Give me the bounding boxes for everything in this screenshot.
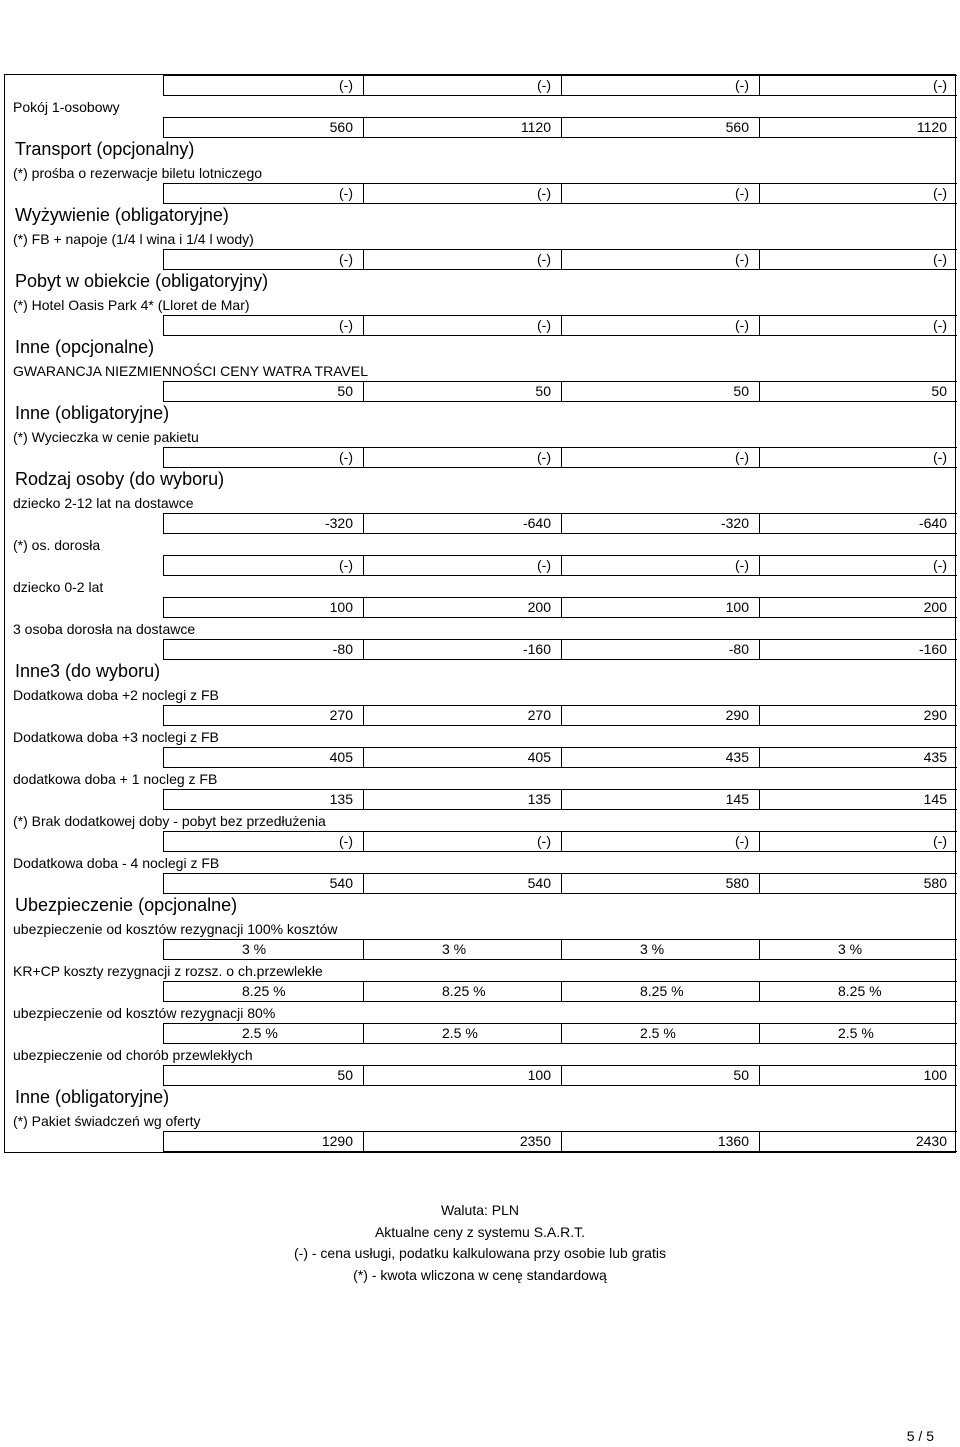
price-value: 50 (337, 383, 353, 399)
price-cell (561, 831, 759, 852)
price-value: 290 (923, 707, 947, 723)
section-title: Pobyt w obiekcie (obligatoryjny) (15, 271, 269, 291)
price-value: 50 (337, 1067, 353, 1083)
price-value: -640 (522, 515, 551, 531)
item-label-row (5, 162, 955, 183)
price-value: 3 % (640, 941, 665, 957)
item-label-row (5, 228, 955, 249)
price-value: 8.25 % (838, 983, 882, 999)
section-title: Inne (obligatoryjne) (15, 403, 170, 423)
price-row (5, 639, 955, 660)
price-value: 540 (527, 875, 551, 891)
price-row (5, 939, 955, 960)
item-label-row (5, 426, 955, 447)
item-label: Dodatkowa doba +3 noclegi z FB (13, 729, 219, 745)
price-cell (759, 183, 957, 204)
price-value: 2430 (915, 1133, 947, 1149)
price-value: -80 (728, 641, 749, 657)
price-cell (561, 381, 759, 402)
price-cell (163, 747, 363, 768)
price-cell (163, 555, 363, 576)
price-cell (561, 249, 759, 270)
item-label: (*) FB + napoje (1/4 l wina i 1/4 l wody) (13, 231, 254, 247)
price-value: 3 % (242, 941, 267, 957)
item-label-row (5, 534, 955, 555)
price-value: (-) (339, 449, 353, 465)
section-heading (5, 660, 955, 684)
price-table (4, 74, 956, 1153)
item-label-row (5, 492, 955, 513)
price-value: (-) (339, 251, 353, 267)
price-value: 560 (329, 119, 353, 135)
price-value: 1360 (717, 1133, 749, 1149)
item-label: Dodatkowa doba +2 noclegi z FB (13, 687, 219, 703)
price-value: (-) (933, 77, 947, 93)
price-value: (-) (537, 557, 551, 573)
price-value: 2.5 % (640, 1025, 676, 1041)
price-cell (561, 513, 759, 534)
price-cell (163, 315, 363, 336)
price-value: 405 (329, 749, 353, 765)
price-value: (-) (339, 185, 353, 201)
item-label: 3 osoba dorosła na dostawce (13, 621, 196, 637)
price-cell (759, 639, 957, 660)
price-cell (759, 789, 957, 810)
price-value: -160 (522, 641, 551, 657)
price-value: 560 (725, 119, 749, 135)
price-row (5, 117, 955, 138)
price-cell (561, 597, 759, 618)
section-title: Inne (opcjonalne) (15, 337, 155, 357)
price-cell (163, 597, 363, 618)
item-label: dziecko 2-12 lat na dostawce (13, 495, 194, 511)
item-label: (*) Wycieczka w cenie pakietu (13, 429, 199, 445)
price-cell (163, 639, 363, 660)
price-cell (363, 117, 561, 138)
price-cell (561, 183, 759, 204)
price-cell (561, 981, 759, 1002)
price-value: 2.5 % (242, 1025, 278, 1041)
item-label-row (5, 726, 955, 747)
price-cell (561, 639, 759, 660)
price-cell (163, 939, 363, 960)
price-value: 270 (329, 707, 353, 723)
price-row (5, 747, 955, 768)
section-title: Inne (obligatoryjne) (15, 1087, 170, 1107)
price-value: (-) (933, 317, 947, 333)
price-cell (363, 1023, 561, 1044)
price-cell (561, 1023, 759, 1044)
section-title: Transport (opcjonalny) (15, 139, 195, 159)
price-row (5, 315, 955, 336)
price-value: 50 (535, 383, 551, 399)
item-label-row (5, 1110, 955, 1131)
price-cell (759, 381, 957, 402)
price-cell (561, 117, 759, 138)
item-label: dziecko 0-2 lat (13, 579, 104, 595)
item-label-row (5, 294, 955, 315)
price-value: 100 (725, 599, 749, 615)
price-value: 135 (527, 791, 551, 807)
price-cell (561, 555, 759, 576)
price-value: (-) (735, 833, 749, 849)
price-value: (-) (933, 833, 947, 849)
item-label: ubezpieczenie od kosztów rezygnacji 80% (13, 1005, 276, 1021)
price-cell (759, 597, 957, 618)
item-label: (*) Brak dodatkowej doby - pobyt bez przedłużenia (13, 813, 326, 829)
price-value: (-) (537, 185, 551, 201)
item-label-row (5, 960, 955, 981)
price-cell (363, 315, 561, 336)
price-row (5, 183, 955, 204)
item-label: ubezpieczenie od chorób przewlekłych (13, 1047, 253, 1063)
price-cell (363, 555, 561, 576)
price-value: (-) (537, 833, 551, 849)
price-cell (561, 1065, 759, 1086)
price-value: (-) (537, 77, 551, 93)
price-cell (561, 873, 759, 894)
price-cell (759, 75, 957, 96)
item-label-row (5, 810, 955, 831)
section-heading (5, 468, 955, 492)
price-value: 290 (725, 707, 749, 723)
price-cell (561, 789, 759, 810)
price-value: 2.5 % (442, 1025, 478, 1041)
item-label: GWARANCJA NIEZMIENNOŚCI CENY WATRA TRAVEL (13, 363, 368, 379)
price-value: (-) (537, 317, 551, 333)
item-label-row (5, 1044, 955, 1065)
price-cell (759, 981, 957, 1002)
item-label: (*) Pakiet świadczeń wg oferty (13, 1113, 201, 1129)
item-label-row (5, 576, 955, 597)
price-row (5, 705, 955, 726)
price-row (5, 75, 955, 96)
legend-note-dash: (-) - cena usługi, podatku kalkulowana przy osobie lub gratis (294, 1245, 666, 1261)
price-cell (759, 447, 957, 468)
price-value: (-) (933, 185, 947, 201)
item-label-row (5, 768, 955, 789)
item-label-row (5, 918, 955, 939)
price-cell (163, 873, 363, 894)
item-label-row (5, 852, 955, 873)
price-row (5, 1023, 955, 1044)
price-row (5, 1131, 955, 1152)
item-label: (*) prośba o rezerwacje biletu lotniczego (13, 165, 263, 181)
price-cell (759, 315, 957, 336)
price-cell (163, 381, 363, 402)
price-cell (759, 555, 957, 576)
item-label: ubezpieczenie od kosztów rezygnacji 100% kosztów (13, 921, 338, 937)
item-label: (*) Hotel Oasis Park 4* (Lloret de Mar) (13, 297, 250, 313)
section-title: Ubezpieczenie (opcjonalne) (15, 895, 238, 915)
price-cell (163, 831, 363, 852)
price-value: 1290 (321, 1133, 353, 1149)
price-cell (561, 939, 759, 960)
price-value: 435 (923, 749, 947, 765)
price-cell (363, 249, 561, 270)
item-label: (*) os. dorosła (13, 537, 101, 553)
price-row (5, 1065, 955, 1086)
price-row (5, 873, 955, 894)
price-value: -320 (720, 515, 749, 531)
price-value: 3 % (442, 941, 467, 957)
price-cell (163, 1023, 363, 1044)
price-value: 2350 (519, 1133, 551, 1149)
price-row (5, 513, 955, 534)
price-cell (163, 789, 363, 810)
price-value: 435 (725, 749, 749, 765)
section-title: Rodzaj osoby (do wyboru) (15, 469, 225, 489)
section-heading (5, 270, 955, 294)
item-label-row (5, 1002, 955, 1023)
section-heading (5, 204, 955, 228)
price-value: (-) (735, 449, 749, 465)
section-heading (5, 336, 955, 360)
price-cell (759, 705, 957, 726)
price-value: 100 (923, 1067, 947, 1083)
section-title: Inne3 (do wyboru) (15, 661, 161, 681)
price-value: 580 (725, 875, 749, 891)
price-cell (163, 447, 363, 468)
price-value: 50 (733, 383, 749, 399)
price-cell (561, 315, 759, 336)
price-value: 200 (923, 599, 947, 615)
item-label: KR+CP koszty rezygnacji z rozsz. o ch.przewlekłe (13, 963, 323, 979)
price-value: (-) (339, 557, 353, 573)
price-cell (363, 75, 561, 96)
price-value: (-) (735, 77, 749, 93)
price-row (5, 381, 955, 402)
price-value: -640 (918, 515, 947, 531)
price-value: (-) (735, 317, 749, 333)
section-heading (5, 894, 955, 918)
price-cell (163, 513, 363, 534)
price-value: 8.25 % (640, 983, 684, 999)
price-cell (363, 597, 561, 618)
price-value: 145 (725, 791, 749, 807)
section-heading (5, 402, 955, 426)
price-value: 135 (329, 791, 353, 807)
price-cell (363, 639, 561, 660)
price-value: (-) (735, 185, 749, 201)
price-value: 8.25 % (242, 983, 286, 999)
price-cell (759, 117, 957, 138)
price-row (5, 249, 955, 270)
price-cell (363, 513, 561, 534)
section-heading (5, 138, 955, 162)
price-value: (-) (735, 251, 749, 267)
price-cell (759, 1131, 957, 1152)
price-value: 2.5 % (838, 1025, 874, 1041)
price-cell (759, 939, 957, 960)
price-value: -320 (324, 515, 353, 531)
price-row (5, 981, 955, 1002)
price-cell (163, 75, 363, 96)
price-cell (561, 447, 759, 468)
price-cell (759, 513, 957, 534)
source-note: Aktualne ceny z systemu S.A.R.T. (374, 1223, 586, 1240)
price-row (5, 447, 955, 468)
price-value: 100 (527, 1067, 551, 1083)
price-cell (363, 789, 561, 810)
price-cell (163, 981, 363, 1002)
price-value: 580 (923, 875, 947, 891)
item-label-row (5, 684, 955, 705)
price-cell (561, 75, 759, 96)
price-value: 405 (527, 749, 551, 765)
price-value: 8.25 % (442, 983, 486, 999)
price-cell (163, 183, 363, 204)
price-value: 3 % (838, 941, 863, 957)
price-cell (363, 981, 561, 1002)
price-cell (561, 747, 759, 768)
price-cell (363, 183, 561, 204)
price-row (5, 789, 955, 810)
price-value: (-) (933, 251, 947, 267)
price-cell (759, 873, 957, 894)
price-row (5, 555, 955, 576)
price-cell (363, 1065, 561, 1086)
price-value: 200 (527, 599, 551, 615)
price-value: 270 (527, 707, 551, 723)
price-value: 1120 (916, 119, 947, 135)
price-value: 1120 (520, 119, 551, 135)
price-value: 50 (931, 383, 947, 399)
currency-note: Waluta: PLN (440, 1202, 520, 1218)
price-cell (163, 117, 363, 138)
item-label: Dodatkowa doba - 4 noclegi z FB (13, 855, 220, 871)
item-label: dodatkowa doba + 1 nocleg z FB (13, 771, 218, 787)
price-cell (363, 873, 561, 894)
price-value: -80 (332, 641, 353, 657)
price-cell (163, 1131, 363, 1152)
price-cell (363, 1131, 561, 1152)
price-value: (-) (933, 449, 947, 465)
price-cell (163, 249, 363, 270)
price-cell (363, 939, 561, 960)
item-label-row (5, 360, 955, 381)
price-value: (-) (735, 557, 749, 573)
price-cell (759, 747, 957, 768)
item-label: Pokój 1-osobowy (13, 99, 120, 115)
price-value: 540 (329, 875, 353, 891)
price-value: (-) (339, 77, 353, 93)
price-value: (-) (933, 557, 947, 573)
price-value: (-) (537, 449, 551, 465)
price-cell (759, 831, 957, 852)
price-cell (363, 747, 561, 768)
price-row (5, 831, 955, 852)
section-heading (5, 1086, 955, 1110)
item-label-row (5, 96, 955, 117)
price-value: 100 (329, 599, 353, 615)
price-value: 145 (923, 791, 947, 807)
price-cell (163, 1065, 363, 1086)
price-cell (363, 705, 561, 726)
price-value: (-) (339, 317, 353, 333)
price-cell (363, 381, 561, 402)
footer-notes (0, 1200, 960, 1286)
price-cell (363, 831, 561, 852)
price-cell (561, 1131, 759, 1152)
legend-note-asterisk: (*) - kwota wliczona w cenę standardową (353, 1266, 607, 1283)
price-value: (-) (339, 833, 353, 849)
price-cell (759, 1023, 957, 1044)
section-title: Wyżywienie (obligatoryjne) (15, 205, 229, 225)
price-cell (363, 447, 561, 468)
price-cell (759, 249, 957, 270)
price-cell (759, 1065, 957, 1086)
price-value: (-) (537, 251, 551, 267)
item-label-row (5, 618, 955, 639)
price-cell (163, 705, 363, 726)
price-row (5, 597, 955, 618)
price-value: 50 (733, 1067, 749, 1083)
page-number: 5 / 5 (906, 1428, 934, 1444)
price-cell (561, 705, 759, 726)
price-value: -160 (918, 641, 947, 657)
